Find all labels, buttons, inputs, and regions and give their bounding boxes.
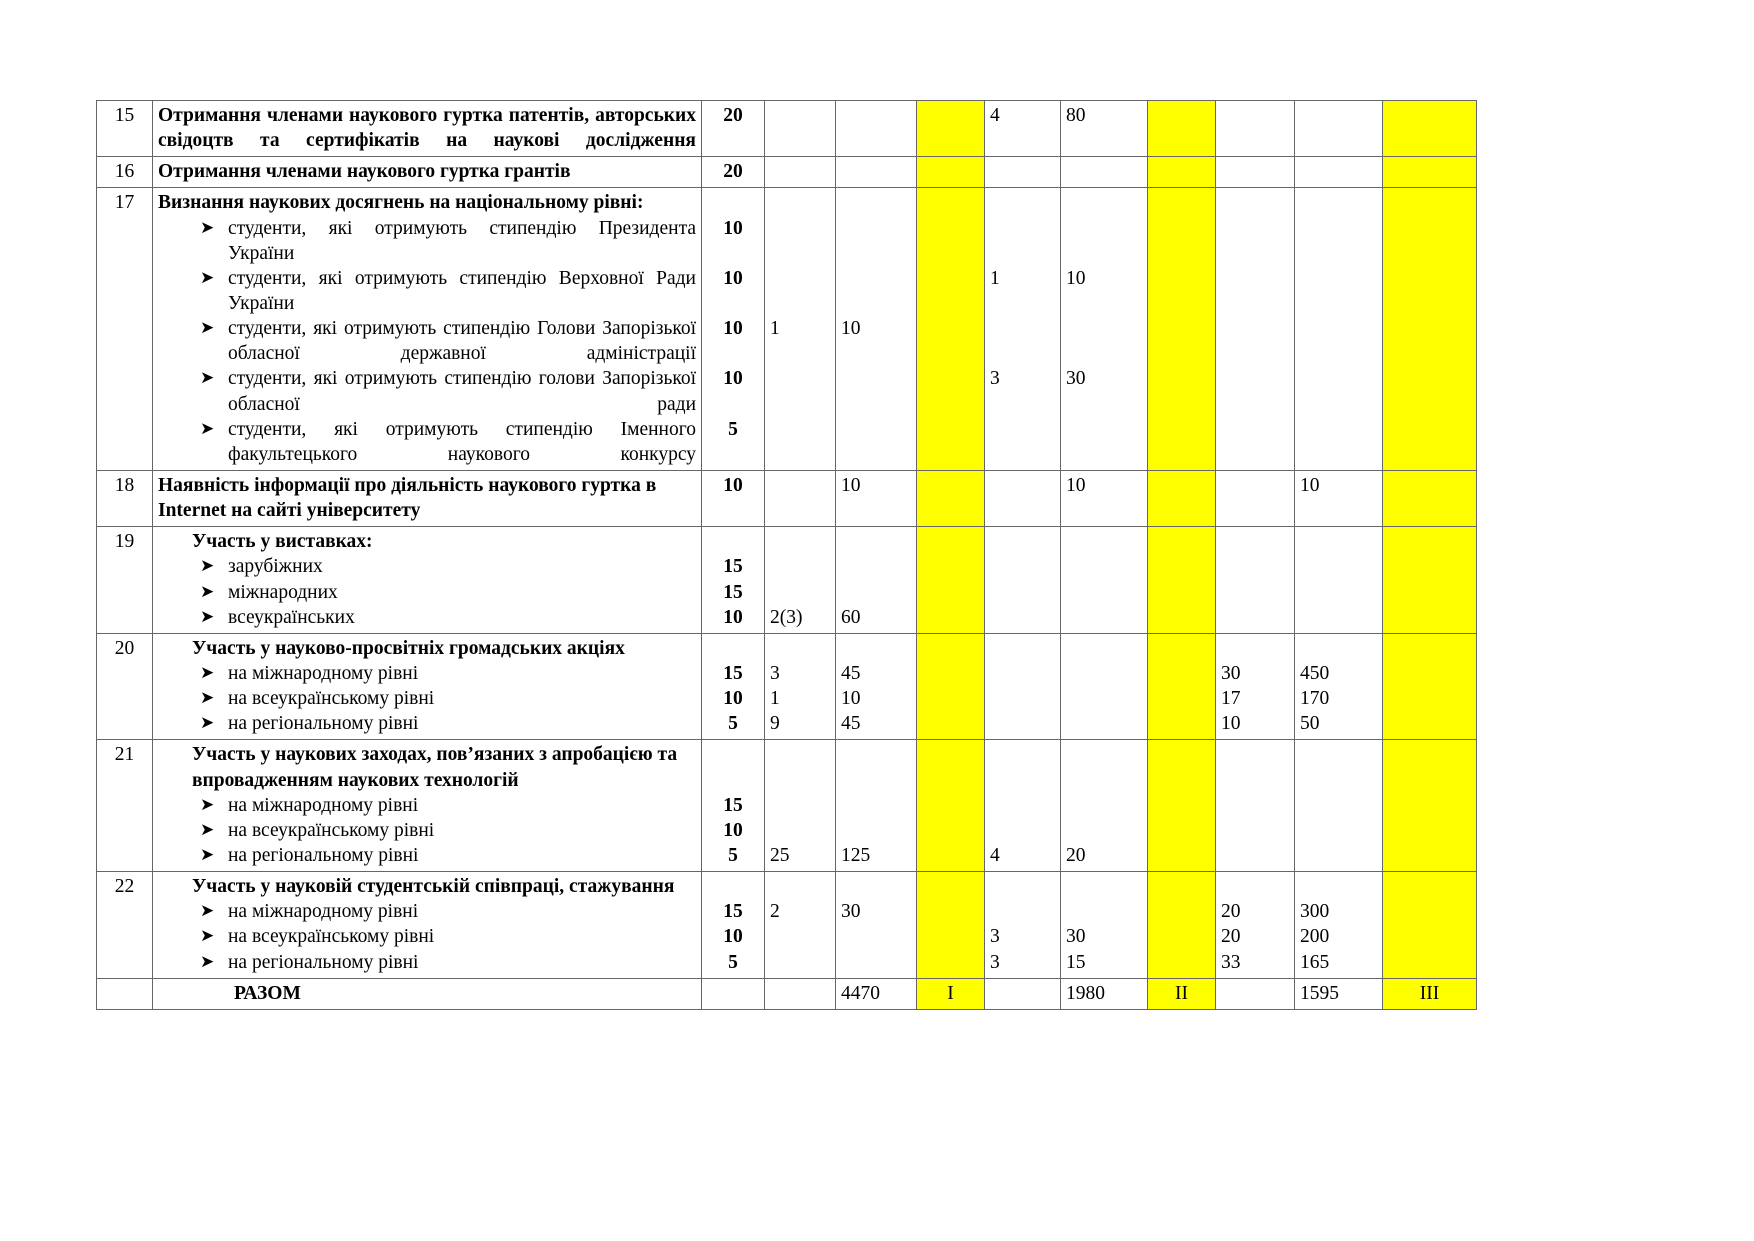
cell-line: 5 xyxy=(728,951,738,973)
cell-line: 20 xyxy=(1066,844,1086,866)
cell-line: 15 xyxy=(723,662,743,684)
total-points-cell xyxy=(702,978,765,1009)
row-number-cell: 21 xyxy=(97,740,153,872)
scoring-criteria-table xyxy=(96,100,1477,1010)
cell-line: 300 xyxy=(1300,901,1330,923)
total-group1-count-cell xyxy=(765,978,836,1009)
group1-rank-cell xyxy=(917,470,985,526)
group2-count-cell xyxy=(985,527,1061,634)
group1-count-cell xyxy=(765,740,836,872)
cell-line: 20 xyxy=(723,105,743,126)
cell-line: 2(3) xyxy=(770,606,803,628)
cell-line: 5 xyxy=(728,418,738,440)
criterion-title: Участь у науково-просвітніх громадських акціях xyxy=(192,637,625,659)
points-cell xyxy=(702,101,765,157)
criterion-bullet-item xyxy=(158,924,696,949)
group3-rank-cell xyxy=(1383,633,1477,740)
cell-line: 1 xyxy=(770,318,780,340)
total-group3-score-cell: 1595 xyxy=(1295,978,1383,1009)
group3-rank-cell xyxy=(1383,740,1477,872)
criterion-bullet-item xyxy=(158,266,696,316)
arrow-bullet-icon: ➤ xyxy=(200,951,215,971)
bullet-label: на регіональному рівні xyxy=(228,844,419,866)
arrow-bullet-icon: ➤ xyxy=(200,662,215,682)
cell-line: 10 xyxy=(841,688,861,710)
points-cell xyxy=(702,872,765,979)
bullet-label: на регіональному рівні xyxy=(228,951,419,973)
cell-line: 9 xyxy=(770,713,780,735)
cell-line: 30 xyxy=(1066,926,1086,948)
group3-rank-cell xyxy=(1383,527,1477,634)
criterion-bullet-item xyxy=(158,843,696,868)
criterion-cell xyxy=(153,872,702,979)
cell-line: 170 xyxy=(1300,688,1330,710)
cell-line: 5 xyxy=(728,844,738,866)
group2-score-cell xyxy=(1061,527,1148,634)
group1-score-cell xyxy=(836,527,917,634)
group1-score-cell xyxy=(836,872,917,979)
arrow-bullet-icon: ➤ xyxy=(200,713,215,733)
table-body xyxy=(97,101,1477,1010)
cell-line: 10 xyxy=(723,368,743,390)
bullet-label: на регіональному рівні xyxy=(228,713,419,735)
criterion-title: Наявність інформації про діяльність наукового гуртка в Internet на сайті університету xyxy=(158,474,657,522)
criterion-title: Участь у наукових заходах, пов’язаних з апробацією та впровадженням наукових технологій xyxy=(192,744,678,791)
group2-score-cell xyxy=(1061,157,1148,188)
criterion-bullet-item xyxy=(158,818,696,843)
cell-line: 10 xyxy=(1066,474,1086,496)
table-row xyxy=(97,470,1477,526)
arrow-bullet-icon: ➤ xyxy=(200,418,215,438)
total-group2-score-cell: 1980 xyxy=(1061,978,1148,1009)
criterion-bullet-list xyxy=(158,554,696,629)
group3-score-cell xyxy=(1295,470,1383,526)
cell-line: 10 xyxy=(723,819,743,841)
cell-line: 25 xyxy=(770,844,790,866)
criterion-bullet-item xyxy=(158,366,696,416)
cell-line: 10 xyxy=(723,217,743,239)
points-cell xyxy=(702,470,765,526)
group1-rank-cell xyxy=(917,188,985,471)
points-cell xyxy=(702,157,765,188)
cell-line: 80 xyxy=(1066,105,1086,126)
points-cell xyxy=(702,527,765,634)
points-cell xyxy=(702,188,765,471)
group1-rank-cell xyxy=(917,101,985,157)
group3-score-cell xyxy=(1295,872,1383,979)
table-row xyxy=(97,872,1477,979)
cell-line: 4 xyxy=(990,105,1000,126)
criterion-bullet-item xyxy=(158,950,696,975)
table-row xyxy=(97,101,1477,157)
criterion-cell xyxy=(153,740,702,872)
arrow-bullet-icon: ➤ xyxy=(200,606,215,626)
cell-line: 60 xyxy=(841,606,861,628)
group3-count-cell xyxy=(1216,470,1295,526)
group3-score-cell xyxy=(1295,188,1383,471)
arrow-bullet-icon: ➤ xyxy=(200,217,215,237)
cell-line: 200 xyxy=(1300,926,1330,948)
group1-count-cell xyxy=(765,633,836,740)
points-cell xyxy=(702,633,765,740)
bullet-label: міжнародних xyxy=(228,581,338,603)
group1-count-cell xyxy=(765,527,836,634)
total-group3-rank-cell: III xyxy=(1383,978,1477,1009)
cell-line: 10 xyxy=(723,267,743,289)
total-group1-rank-cell: I xyxy=(917,978,985,1009)
group2-score-cell xyxy=(1061,101,1148,157)
cell-line: 10 xyxy=(723,606,743,628)
criterion-bullet-item xyxy=(158,605,696,630)
cell-line: 30 xyxy=(1221,662,1241,684)
cell-line: 125 xyxy=(841,844,871,866)
total-label: РАЗОМ xyxy=(234,982,301,1004)
group2-count-cell xyxy=(985,470,1061,526)
group2-score-cell xyxy=(1061,470,1148,526)
cell-line: 20 xyxy=(723,161,743,183)
cell-line: 30 xyxy=(1066,368,1086,390)
group3-score-cell xyxy=(1295,740,1383,872)
group2-count-cell xyxy=(985,101,1061,157)
group3-rank-cell xyxy=(1383,157,1477,188)
group3-score-cell xyxy=(1295,633,1383,740)
arrow-bullet-icon: ➤ xyxy=(200,901,215,921)
arrow-bullet-icon: ➤ xyxy=(200,819,215,839)
arrow-bullet-icon: ➤ xyxy=(200,368,215,388)
total-group2-count-cell xyxy=(985,978,1061,1009)
points-cell xyxy=(702,740,765,872)
criterion-bullet-item xyxy=(158,554,696,579)
cell-line: 15 xyxy=(723,794,743,816)
group1-score-cell xyxy=(836,101,917,157)
cell-line: 10 xyxy=(723,688,743,710)
group3-rank-cell xyxy=(1383,188,1477,471)
bullet-label: студенти, які отримують стипендію Голови Запорізької обласної державної адміністрації xyxy=(228,318,696,365)
cell-line: 1 xyxy=(770,688,780,710)
cell-line: 3 xyxy=(990,951,1000,973)
group1-score-cell xyxy=(836,157,917,188)
group3-count-cell xyxy=(1216,633,1295,740)
group3-score-cell xyxy=(1295,101,1383,157)
group1-count-cell xyxy=(765,188,836,471)
group2-score-cell xyxy=(1061,740,1148,872)
group1-rank-cell xyxy=(917,872,985,979)
group1-count-cell xyxy=(765,470,836,526)
bullet-label: студенти, які отримують стипендію Президента України xyxy=(228,217,696,264)
group3-count-cell xyxy=(1216,101,1295,157)
row-number-cell: 22 xyxy=(97,872,153,979)
group2-rank-cell xyxy=(1148,470,1216,526)
cell-line: 45 xyxy=(841,713,861,735)
group1-count-cell xyxy=(765,101,836,157)
group1-score-cell xyxy=(836,470,917,526)
criterion-cell xyxy=(153,157,702,188)
criterion-cell xyxy=(153,470,702,526)
criterion-bullet-item xyxy=(158,216,696,266)
criterion-cell xyxy=(153,633,702,740)
row-number-cell: 15 xyxy=(97,101,153,157)
table-row xyxy=(97,157,1477,188)
group1-score-cell xyxy=(836,633,917,740)
table-row xyxy=(97,740,1477,872)
criterion-title: Отримання членами наукового гуртка грантів xyxy=(158,161,571,183)
cell-line: 50 xyxy=(1300,713,1320,735)
group2-score-cell xyxy=(1061,872,1148,979)
criterion-bullet-item xyxy=(158,793,696,818)
group2-rank-cell xyxy=(1148,872,1216,979)
bullet-label: студенти, які отримують стипендію Іменного факультецького наукового конкурсу xyxy=(228,418,696,465)
criterion-bullet-item xyxy=(158,686,696,711)
cell-line: 15 xyxy=(1066,951,1086,973)
arrow-bullet-icon: ➤ xyxy=(200,688,215,708)
group3-score-cell xyxy=(1295,157,1383,188)
cell-line: 15 xyxy=(723,581,743,603)
cell-line: 4 xyxy=(990,844,1000,866)
total-group3-count-cell xyxy=(1216,978,1295,1009)
group2-score-cell xyxy=(1061,633,1148,740)
total-row xyxy=(97,978,1477,1009)
bullet-label: на всеукраїнському рівні xyxy=(228,819,435,841)
row-number-cell: 19 xyxy=(97,527,153,634)
group2-rank-cell xyxy=(1148,740,1216,872)
criterion-bullet-list xyxy=(158,899,696,974)
arrow-bullet-icon: ➤ xyxy=(200,318,215,338)
criterion-title: Участь у науковій студентській співпраці, стажування xyxy=(192,876,675,898)
cell-line: 20 xyxy=(1221,926,1241,948)
criterion-bullet-item xyxy=(158,661,696,686)
cell-line: 10 xyxy=(841,474,861,496)
cell-line: 165 xyxy=(1300,951,1330,973)
cell-line: 15 xyxy=(723,556,743,578)
arrow-bullet-icon: ➤ xyxy=(200,556,215,576)
criterion-title: Участь у виставках: xyxy=(192,531,373,553)
criterion-bullet-item xyxy=(158,316,696,366)
group3-rank-cell xyxy=(1383,101,1477,157)
bullet-label: на всеукраїнському рівні xyxy=(228,926,435,948)
cell-line: 450 xyxy=(1300,662,1330,684)
criterion-title: Визнання наукових досягнень на національному рівні: xyxy=(158,192,644,214)
group3-count-cell xyxy=(1216,872,1295,979)
cell-line: 15 xyxy=(723,901,743,923)
arrow-bullet-icon: ➤ xyxy=(200,794,215,814)
cell-line: 10 xyxy=(723,474,743,496)
group3-count-cell xyxy=(1216,188,1295,471)
cell-line: 10 xyxy=(723,926,743,948)
group3-count-cell xyxy=(1216,157,1295,188)
criterion-bullet-list xyxy=(158,661,696,736)
bullet-label: студенти, які отримують стипендію голови Запорізької обласної ради xyxy=(228,368,696,415)
criterion-bullet-item xyxy=(158,899,696,924)
cell-line: 5 xyxy=(728,713,738,735)
group2-count-cell xyxy=(985,740,1061,872)
cell-line: 20 xyxy=(1221,901,1241,923)
group2-rank-cell xyxy=(1148,188,1216,471)
criterion-title: Отримання членами наукового гуртка патентів, авторських свідоцтв та сертифікатів на наукові дослідження xyxy=(158,105,696,152)
group2-rank-cell xyxy=(1148,157,1216,188)
group3-score-cell xyxy=(1295,527,1383,634)
group1-count-cell xyxy=(765,872,836,979)
group3-rank-cell xyxy=(1383,872,1477,979)
bullet-label: на міжнародному рівні xyxy=(228,901,419,923)
group2-count-cell xyxy=(985,188,1061,471)
cell-line: 3 xyxy=(770,662,780,684)
group2-count-cell xyxy=(985,157,1061,188)
criterion-bullet-item xyxy=(158,711,696,736)
bullet-label: на всеукраїнському рівні xyxy=(228,688,435,710)
group1-rank-cell xyxy=(917,527,985,634)
arrow-bullet-icon: ➤ xyxy=(200,926,215,946)
criterion-bullet-list xyxy=(158,793,696,868)
cell-line: 10 xyxy=(1066,267,1086,289)
group3-count-cell xyxy=(1216,527,1295,634)
row-number-cell: 20 xyxy=(97,633,153,740)
group1-rank-cell xyxy=(917,633,985,740)
row-number-cell: 18 xyxy=(97,470,153,526)
group2-count-cell xyxy=(985,872,1061,979)
table-row xyxy=(97,188,1477,471)
group3-count-cell xyxy=(1216,740,1295,872)
table-row xyxy=(97,633,1477,740)
criterion-bullet-item xyxy=(158,417,696,467)
row-number-cell: 16 xyxy=(97,157,153,188)
arrow-bullet-icon: ➤ xyxy=(200,581,215,601)
total-group1-score-cell: 4470 xyxy=(836,978,917,1009)
cell-line: 10 xyxy=(1300,474,1320,496)
group1-count-cell xyxy=(765,157,836,188)
cell-line: 30 xyxy=(841,901,861,923)
group2-rank-cell xyxy=(1148,633,1216,740)
arrow-bullet-icon: ➤ xyxy=(200,267,215,287)
group2-rank-cell xyxy=(1148,527,1216,634)
group1-score-cell xyxy=(836,188,917,471)
cell-line: 10 xyxy=(841,318,861,340)
total-row-number-cell xyxy=(97,978,153,1009)
row-number-cell: 17 xyxy=(97,188,153,471)
group2-rank-cell xyxy=(1148,101,1216,157)
cell-line: 3 xyxy=(990,368,1000,390)
cell-line: 45 xyxy=(841,662,861,684)
cell-line: 3 xyxy=(990,926,1000,948)
criterion-cell xyxy=(153,101,702,157)
cell-line: 17 xyxy=(1221,688,1241,710)
group3-rank-cell xyxy=(1383,470,1477,526)
cell-line: 2 xyxy=(770,901,780,923)
group1-score-cell xyxy=(836,740,917,872)
cell-line: 10 xyxy=(1221,713,1241,735)
criterion-cell xyxy=(153,188,702,471)
criterion-bullet-list xyxy=(158,216,696,467)
group1-rank-cell xyxy=(917,740,985,872)
total-group2-rank-cell: II xyxy=(1148,978,1216,1009)
criterion-cell xyxy=(153,527,702,634)
group2-score-cell xyxy=(1061,188,1148,471)
cell-line: 10 xyxy=(723,318,743,340)
bullet-label: студенти, які отримують стипендію Верховної Ради України xyxy=(228,267,696,314)
table-row xyxy=(97,527,1477,634)
bullet-label: зарубіжних xyxy=(228,556,323,578)
bullet-label: на міжнародному рівні xyxy=(228,794,419,816)
cell-line: 1 xyxy=(990,267,1000,289)
arrow-bullet-icon: ➤ xyxy=(200,844,215,864)
bullet-label: всеукраїнських xyxy=(228,606,355,628)
group1-rank-cell xyxy=(917,157,985,188)
cell-line: 33 xyxy=(1221,951,1241,973)
total-label-cell xyxy=(153,978,702,1009)
group2-count-cell xyxy=(985,633,1061,740)
criterion-bullet-item xyxy=(158,580,696,605)
bullet-label: на міжнародному рівні xyxy=(228,662,419,684)
